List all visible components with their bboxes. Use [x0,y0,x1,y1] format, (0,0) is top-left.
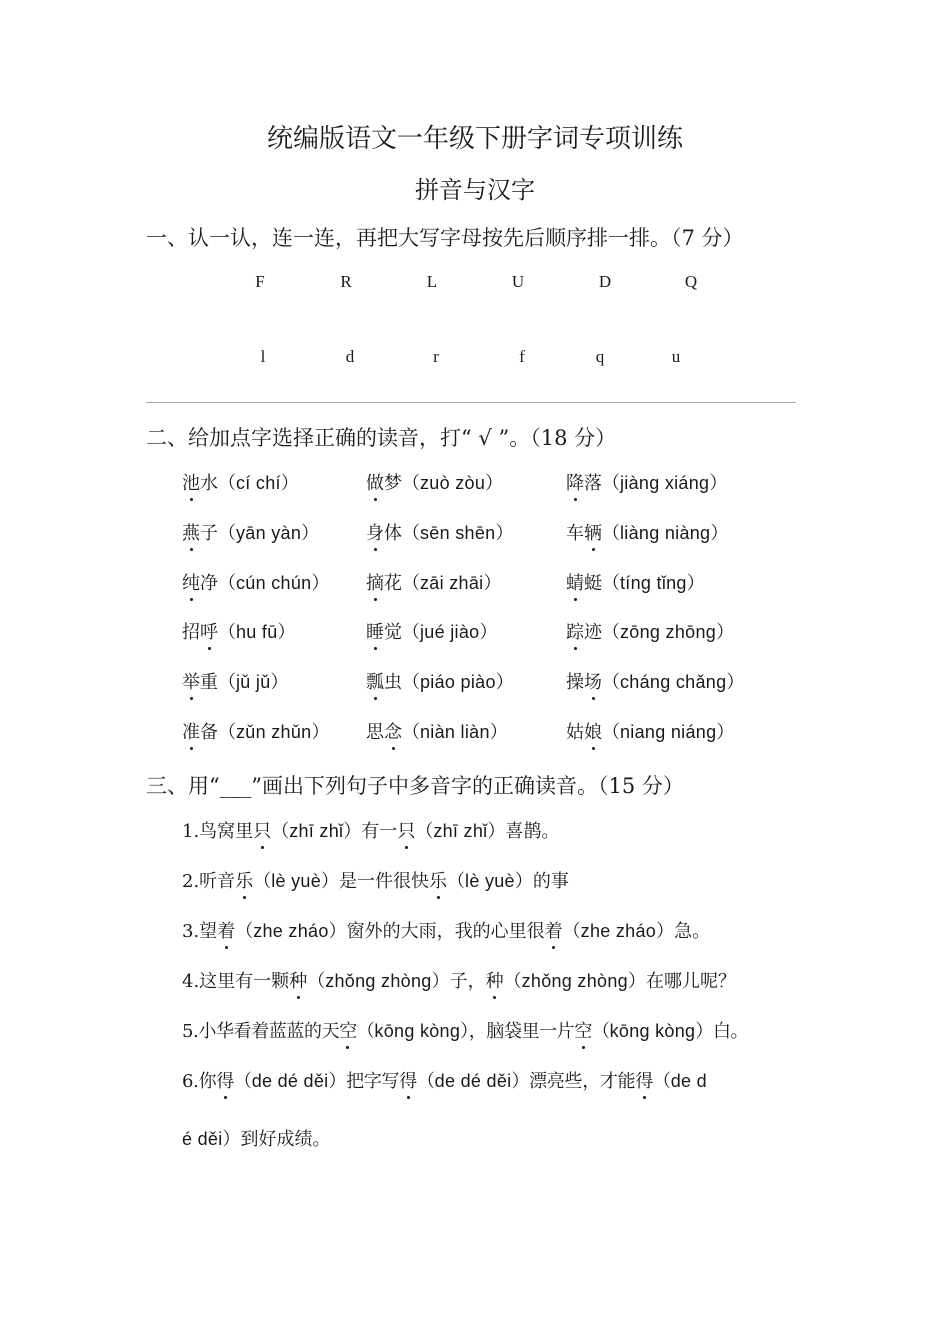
pinyin-options[interactable]: zhī zhǐ [433,821,488,841]
dotted-char: 念 [384,718,402,744]
word-char: 车 [566,523,584,544]
reading-choice-item [182,519,319,545]
reading-choice-item [182,668,289,694]
pinyin-options[interactable]: cháng chǎng [620,672,727,692]
dotted-char: 燕 [182,519,200,545]
reading-choice-item [366,668,514,694]
uppercase-letter: L [426,272,438,291]
page-subtitle: 拼音与汉字 [415,176,535,204]
word-char: 重（ [200,672,236,693]
section2-heading: 二、给加点字选择正确的读音，打“ √ ”。（18 分） [146,426,617,450]
sentence-text: ）到好成绩。 [222,1129,331,1150]
pinyin-options[interactable]: zāi zhāi [420,573,484,593]
word-char: 体（ [384,523,420,544]
dotted-char: 场 [584,668,602,694]
reading-choice-item [566,519,728,545]
lowercase-letter: q [595,347,605,366]
paren: ） [710,523,729,544]
word-char: 觉（ [384,622,420,643]
dotted-char: 只 [253,817,271,843]
word-char: 花（ [384,573,420,594]
pinyin-options[interactable]: niàn liàn [420,722,490,742]
pinyin-options[interactable]: de dé děi [251,1071,329,1091]
sentence-text: 2.听音 [182,871,236,892]
sentence-text: ）急。 [656,921,711,942]
paren: （ [503,971,522,992]
pinyin-options[interactable]: é děi [182,1129,223,1149]
uppercase-letter: F [255,272,265,291]
sentence-text: 1.鸟窝里 [182,821,254,842]
word-char: 水（ [200,473,236,494]
reading-choice-item [566,718,734,744]
word-char: 姑 [566,722,584,743]
word-char: （ [218,622,236,643]
dotted-char: 蜻 [566,569,584,595]
uppercase-letter: R [340,272,352,291]
pinyin-options[interactable]: zhe zháo [580,921,657,941]
dotted-char: 着 [545,917,563,943]
reading-choice-item [366,569,501,595]
sentence-text: ），脑袋里一片 [460,1021,575,1042]
dotted-char: 举 [182,668,200,694]
word-char: 虫（ [384,672,420,693]
pinyin-options[interactable]: de d [670,1071,707,1091]
sentence-2 [182,867,569,893]
reading-choice-item [366,469,503,495]
reading-choice-item [566,668,744,694]
pinyin-options[interactable]: de dé děi [434,1071,512,1091]
word-char: （ [402,722,420,743]
pinyin-options[interactable]: sēn shēn [420,523,496,543]
paren: ） [301,523,320,544]
word-char: （ [602,722,620,743]
uppercase-letter: Q [684,272,698,291]
paren: （ [591,1021,610,1042]
paren: （ [653,1071,671,1092]
dotted-char: 纯 [182,569,200,595]
paren: （ [271,821,290,842]
dotted-char: 睡 [366,618,384,644]
dotted-char: 瓢 [366,668,384,694]
dotted-char: 只 [397,817,415,843]
sentence-1 [182,817,559,843]
paren: ） [311,722,330,743]
paren: （ [235,921,254,942]
paren: ） [495,523,514,544]
word-char: （ [602,672,620,693]
reading-choice-item [182,618,296,644]
dotted-char: 池 [182,469,200,495]
reading-choice-item [182,718,329,744]
paren: ） [483,573,502,594]
word-char: 落（ [584,473,620,494]
sentence-text: ）是一件很快 [321,871,430,892]
pinyin-options[interactable]: jiàng xiáng [620,473,710,493]
paren: （ [415,821,434,842]
pinyin-options[interactable]: zōng zhōng [620,622,717,642]
paren: （ [447,871,466,892]
sentence-4 [182,967,736,993]
pinyin-options[interactable]: zhe zháo [253,921,329,941]
pinyin-options[interactable]: lè yuè [465,871,515,891]
pinyin-options[interactable]: jué jiào [420,622,480,642]
section1-heading: 一、认一认，连一连，再把大写字母按先后顺序排一排。（7 分） [146,226,744,250]
reading-choice-item [366,718,508,744]
pinyin-options[interactable]: liàng niàng [620,523,711,543]
sentence-6-continued [182,1125,331,1151]
dotted-char: 摘 [366,569,384,595]
sentence-text: ）有一 [343,821,398,842]
paren: ） [280,473,299,494]
paren: （ [253,871,272,892]
dotted-char: 准 [182,718,200,744]
pinyin-options[interactable]: jǔ jǔ [236,672,271,692]
paren: ） [716,622,735,643]
lowercase-letter: r [433,347,439,366]
paren: ） [495,672,514,693]
pinyin-options[interactable]: cí chí [236,473,281,493]
word-char: 迹（ [584,622,620,643]
paren: ） [485,473,504,494]
pinyin-options[interactable]: piáo piào [420,672,496,692]
lowercase-letter: d [345,347,355,366]
reading-choice-item [566,618,734,644]
reading-choice-item [182,569,329,595]
pinyin-options[interactable]: zhǒng zhòng [325,971,432,991]
section3-heading: 三、用“___”画出下列句子中多音字的正确读音。（15 分） [146,774,684,798]
paren: ） [489,722,508,743]
sentence-text: 4.这里有一颗 [182,971,290,992]
answer-line [146,402,796,403]
pinyin-options[interactable]: niang niáng [620,722,717,742]
dotted-char: 身 [366,519,384,545]
reading-choice-item [366,519,513,545]
dotted-char: 做 [366,469,384,495]
dotted-char: 得 [216,1067,234,1093]
word-char: （ [602,523,620,544]
sentence-3 [182,917,710,943]
reading-choice-item [366,618,497,644]
paren: ） [270,672,289,693]
pinyin-options[interactable]: hu fū [236,622,278,642]
word-char: 思 [366,722,384,743]
paren: ） [686,573,705,594]
reading-choice-item [182,469,299,495]
dotted-char: 娘 [584,718,602,744]
dotted-char: 空 [339,1017,357,1043]
pinyin-options[interactable]: yān yàn [236,523,302,543]
lowercase-letter: u [671,347,681,366]
dotted-char: 得 [399,1067,417,1093]
pinyin-options[interactable]: zhǒng zhòng [521,971,628,991]
word-char: 蜓（ [584,573,620,594]
pinyin-options[interactable]: zǔn zhǔn [236,722,312,742]
dotted-char: 踪 [566,618,584,644]
dotted-char: 乐 [235,867,253,893]
dotted-char: 种 [289,967,307,993]
sentence-text: 6.你 [182,1071,217,1092]
pinyin-options[interactable]: cún chún [236,573,312,593]
sentence-text: ）窗外的大雨，我的心里很 [328,921,545,942]
dotted-char: 种 [486,967,504,993]
paren: ） [311,573,330,594]
sentence-6 [182,1067,707,1093]
dotted-char: 着 [217,917,235,943]
uppercase-letter: U [511,272,525,291]
lowercase-letter: l [260,347,266,366]
sentence-text: ）漂亮些，才能 [511,1071,636,1092]
sentence-text: ）把字写 [328,1071,400,1092]
dotted-char: 得 [635,1067,653,1093]
pinyin-options[interactable]: kōng kòng [374,1021,461,1041]
paren: ） [277,622,296,643]
sentence-text: ）白。 [695,1021,749,1042]
lowercase-letter: f [519,347,525,366]
pinyin-options[interactable]: lè yuè [271,871,322,891]
dotted-char: 呼 [200,618,218,644]
pinyin-options[interactable]: zuò zòu [420,473,486,493]
dotted-char: 空 [574,1017,592,1043]
paren: ） [726,672,745,693]
pinyin-options[interactable]: tíng tǐng [620,573,687,593]
sentence-text: 3.望 [182,921,218,942]
paren: （ [356,1021,375,1042]
sentence-text: ）子， [431,971,486,992]
word-char: 净（ [200,573,236,594]
sentence-text: ）在哪儿呢？ [627,971,736,992]
paren: ） [716,722,735,743]
uppercase-letter: D [598,272,612,291]
paren: （ [562,921,581,942]
word-char: 子（ [200,523,236,544]
paren: （ [307,971,326,992]
sentence-text: ）喜鹊。 [487,821,560,842]
paren: （ [416,1071,435,1092]
dotted-char: 降 [566,469,584,495]
pinyin-options[interactable]: kōng kòng [609,1021,696,1041]
paren: （ [233,1071,252,1092]
paren: ） [479,622,498,643]
paren: ） [709,473,728,494]
sentence-5 [182,1017,748,1043]
sentence-text: 5.小华看着蓝蓝的天 [182,1021,340,1042]
reading-choice-item [566,569,705,595]
dotted-char: 乐 [429,867,447,893]
word-char: 操 [566,672,584,693]
pinyin-options[interactable]: zhī zhǐ [289,821,344,841]
page-title: 统编版语文一年级下册字词专项训练 [266,124,683,154]
word-char: 招 [182,622,200,643]
dotted-char: 辆 [584,519,602,545]
word-char: 梦（ [384,473,420,494]
word-char: 备（ [200,722,236,743]
sentence-text: ）的事 [514,871,569,892]
reading-choice-item [566,469,727,495]
